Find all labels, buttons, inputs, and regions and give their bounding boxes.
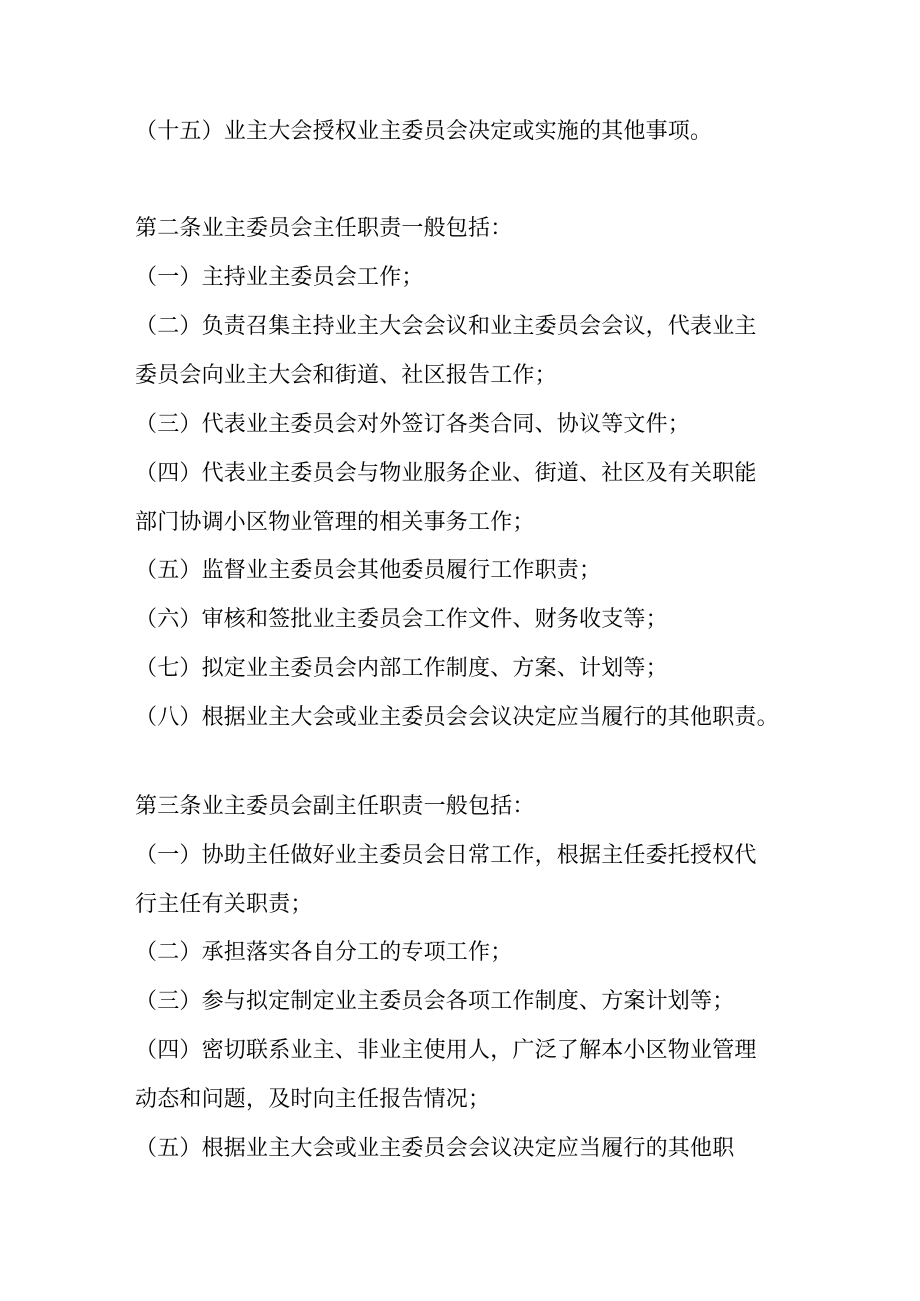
- text-line: （七）拟定业主委员会内部工作制度、方案、计划等；: [135, 656, 668, 681]
- text-line: （六）审核和签批业主委员会工作文件、财务收支等；: [135, 607, 668, 632]
- text-line: （四）代表业主委员会与物业服务企业、街道、社区及有关职能: [135, 461, 757, 486]
- text-line: 动态和问题，及时向主任报告情况；: [135, 1087, 491, 1112]
- text-line: 部门协调小区物业管理的相关事务工作；: [135, 510, 535, 535]
- text-line: （三）参与拟定制定业主委员会各项工作制度、方案计划等；: [135, 989, 735, 1014]
- text-line: （二）负责召集主持业主大会会议和业主委员会会议，代表业主: [135, 314, 757, 339]
- text-line: （三）代表业主委员会对外签订各类合同、协议等文件；: [135, 412, 691, 437]
- text-line: （十五）业主大会授权业主委员会决定或实施的其他事项。: [135, 119, 713, 144]
- text-line: （一）主持业主委员会工作；: [135, 265, 424, 290]
- text-line: （五）监督业主委员会其他委员履行工作职责；: [135, 558, 602, 583]
- text-line: 行主任有关职责；: [135, 892, 313, 917]
- article-heading: 第三条业主委员会副主任职责一般包括：: [135, 794, 535, 819]
- text-line: 委员会向业主大会和街道、社区报告工作；: [135, 363, 557, 388]
- text-line: （二）承担落实各自分工的专项工作；: [135, 940, 513, 965]
- text-line: （一）协助主任做好业主委员会日常工作，根据主任委托授权代: [135, 843, 757, 868]
- article-heading: 第二条业主委员会主任职责一般包括：: [135, 216, 513, 241]
- text-line: （四）密切联系业主、非业主使用人，广泛了解本小区物业管理: [135, 1038, 757, 1063]
- text-line: （五）根据业主大会或业主委员会会议决定应当履行的其他职: [135, 1136, 735, 1161]
- text-line: （八）根据业主大会或业主委员会会议决定应当履行的其他职责。: [135, 705, 779, 730]
